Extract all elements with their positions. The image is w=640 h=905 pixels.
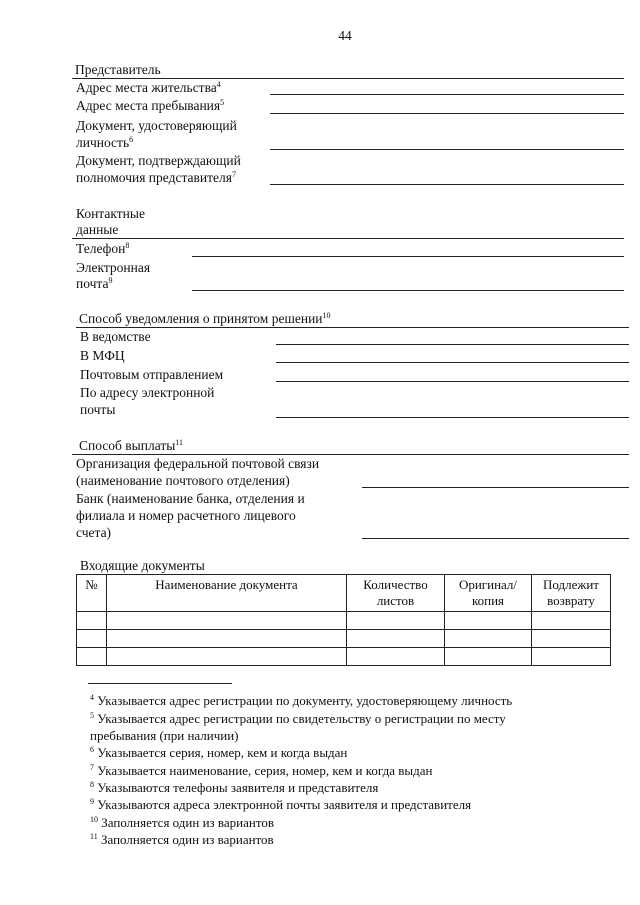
payment-heading: Способ выплаты$^{11}$: [79, 438, 184, 453]
payment-post-line1: Организация федеральной почтовой связи: [76, 456, 320, 471]
column-header-count: Количество листов: [347, 575, 445, 612]
footnote-6: $^6$ Указывается серия, номер, кем и когда выдан: [90, 745, 348, 760]
identity-doc-field[interactable]: [270, 149, 624, 150]
phone-label: Телефон$^8$: [76, 241, 130, 256]
footnote-7: $^7$ Указывается наименование, серия, номер, кем и когда выдан: [90, 763, 433, 778]
section-rule: [72, 454, 629, 455]
section-rule: [76, 327, 629, 328]
page-number: 44: [338, 28, 352, 43]
payment-post-field[interactable]: [362, 487, 629, 488]
representative-heading: Представитель: [75, 62, 161, 77]
address-residence-label: Адрес места жительства$^4$: [76, 80, 221, 95]
footnote-10: $^{10}$ Заполняется один из вариантов: [90, 815, 274, 830]
table-row: [77, 648, 611, 666]
section-rule: [72, 78, 624, 79]
footnote-8: $^8$ Указываются телефоны заявителя и представителя: [90, 780, 379, 795]
footnote-5-continuation: пребывания (при наличии): [90, 728, 239, 743]
identity-doc-label-line1: Документ, удостоверяющий: [76, 118, 237, 133]
column-header-original: Оригинал/ копия: [445, 575, 532, 612]
email-label-line1: Электронная: [76, 260, 151, 275]
notification-option-email-line1: По адресу электронной: [80, 385, 215, 400]
payment-post-line2: (наименование почтового отделения): [76, 473, 290, 488]
footnote-9: $^9$ Указываются адреса электронной почты заявителя и представителя: [90, 797, 472, 812]
address-stay-field[interactable]: [270, 113, 624, 114]
notification-option-mfc: В МФЦ: [80, 348, 125, 363]
email-field[interactable]: [192, 290, 624, 291]
section-rule: [72, 238, 624, 239]
contacts-heading-line2: данные: [76, 222, 119, 237]
notification-option-office: В ведомстве: [80, 329, 151, 344]
table-row: [77, 630, 611, 648]
notification-email-field[interactable]: [276, 417, 629, 418]
footnote-4: $^4$ Указывается адрес регистрации по документу, удостоверяющему личность: [90, 693, 513, 708]
payment-bank-line2: филиала и номер расчетного лицевого: [76, 508, 296, 523]
authority-doc-field[interactable]: [270, 184, 624, 185]
identity-doc-label-line2: личность$^6$: [76, 135, 134, 150]
table-header-row: [77, 575, 611, 612]
payment-bank-line1: Банк (наименование банка, отделения и: [76, 491, 305, 506]
column-header-name: Наименование документа: [107, 575, 347, 612]
address-stay-label: Адрес места пребывания$^5$: [76, 98, 225, 113]
incoming-documents-table: [76, 574, 611, 666]
column-header-num: №: [77, 575, 107, 612]
footnote-separator: [88, 683, 232, 684]
notification-mfc-field[interactable]: [276, 362, 629, 363]
notification-office-field[interactable]: [276, 344, 629, 345]
table-row: [77, 612, 611, 630]
address-residence-field[interactable]: [270, 94, 624, 95]
phone-field[interactable]: [192, 256, 624, 257]
notification-heading: Способ уведомления о принятом решении$^{10}$: [79, 311, 331, 326]
notification-option-post: Почтовым отправлением: [80, 367, 224, 382]
authority-doc-label-line2: полномочия представителя$^7$: [76, 170, 236, 185]
email-label-line2: почта$^9$: [76, 276, 113, 291]
column-header-return: Подлежит возврату: [532, 575, 611, 612]
payment-bank-field[interactable]: [362, 538, 629, 539]
authority-doc-label-line1: Документ, подтверждающий: [76, 153, 241, 168]
footnote-5: $^5$ Указывается адрес регистрации по свидетельству о регистрации по месту: [90, 711, 506, 726]
notification-post-field[interactable]: [276, 381, 629, 382]
incoming-heading: Входящие документы: [80, 558, 205, 573]
contacts-heading-line1: Контактные: [76, 206, 145, 221]
footnote-11: $^{11}$ Заполняется один из вариантов: [90, 832, 274, 847]
payment-bank-line3: счета): [76, 525, 112, 540]
notification-option-email-line2: почты: [80, 402, 116, 417]
